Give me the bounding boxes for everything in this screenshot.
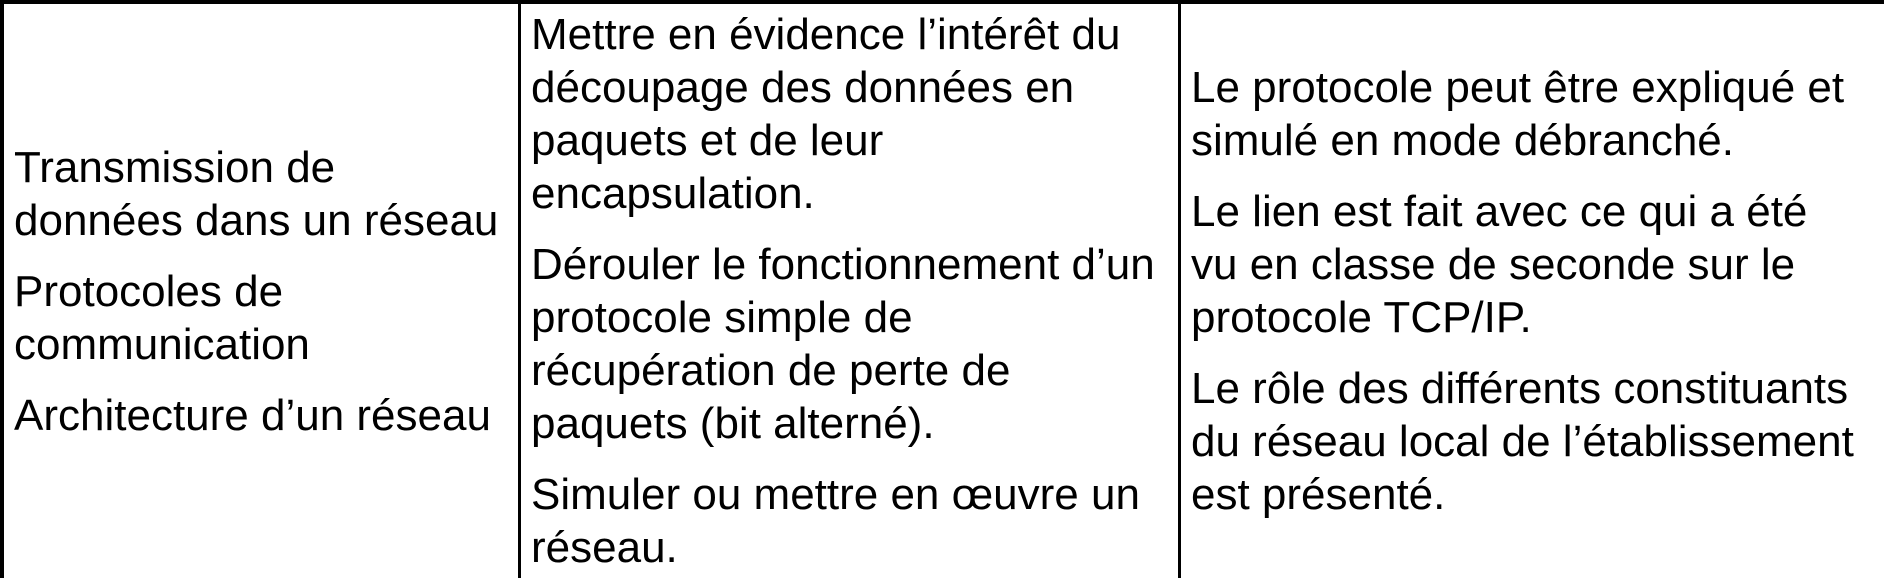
capacites-paragraph-3: Simuler ou mettre en œuvre un réseau. — [531, 470, 1140, 572]
commentaires-paragraph-3: Le rôle des différents constituants du réseau local de l’établissement est présenté. — [1191, 364, 1854, 519]
commentaires-paragraph-1: Le protocole peut être expliqué et simulé en mode débranché. — [1191, 63, 1845, 165]
contenus-paragraph-1: Transmission de données dans un réseau — [14, 142, 499, 245]
commentaires-paragraph-2: Le lien est fait avec ce qui a été vu en classe de seconde sur le protocole TCP/IP. — [1191, 187, 1808, 342]
contenus-paragraph-2: Protocoles de communication — [14, 266, 310, 369]
contenus-paragraph-3: Architecture d’un réseau — [14, 390, 491, 440]
table-cell-contenus — [0, 4, 518, 578]
table-cell-commentaires — [1178, 4, 1884, 578]
table-cell-capacites — [518, 4, 1178, 578]
capacites-paragraph-1: Mettre en évidence l’intérêt du découpage des données en paquets et de leur encapsulation. — [531, 10, 1121, 218]
capacites-paragraph-2: Dérouler le fonctionnement d’un protocole simple de récupération de perte de paquets (bit alterné). — [531, 240, 1155, 448]
